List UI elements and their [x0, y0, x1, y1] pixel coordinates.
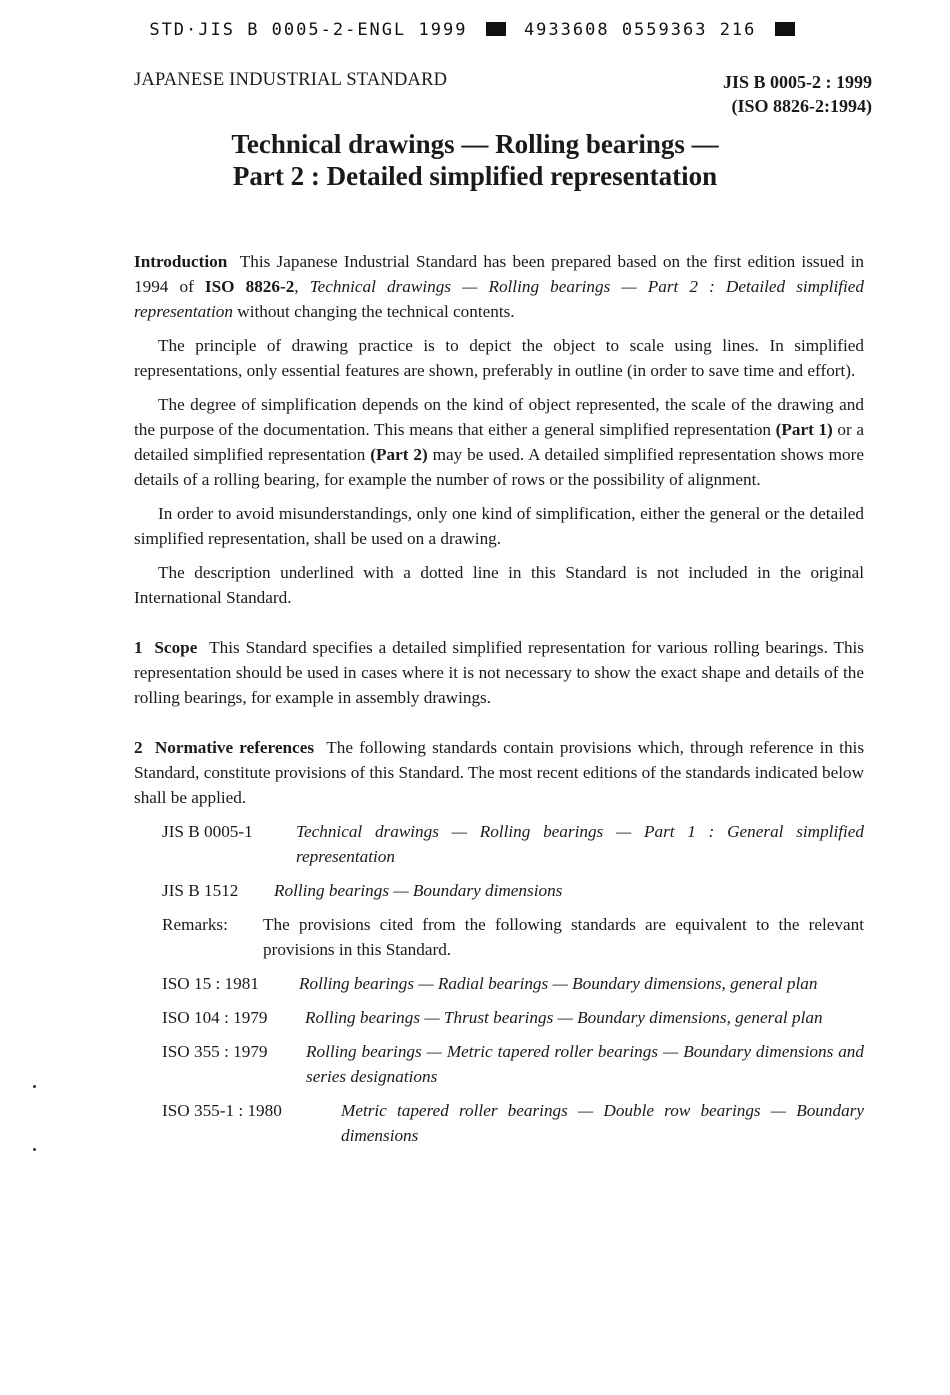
reference-title: Rolling bearings — Thrust bearings — Boundary dimensions, general plan: [305, 1008, 823, 1027]
reference-title: Rolling bearings — Metric tapered roller bearings — Boundary dimensions and series designations: [306, 1042, 864, 1086]
document-code-line: [0, 20, 950, 40]
reference-item: [134, 819, 864, 869]
reference-code: ISO 355 : 1979: [162, 1042, 268, 1061]
intro-paragraph-1: Introduction This Japanese Industrial Standard has been prepared based on the first edition issued in 1994 of ISO 8826-2, Technical drawings — Rolling bearings — Part 2 : Detailed simplified representation without changing the technical contents.: [134, 252, 865, 321]
title-line-2: Part 2 : Detailed simplified representation: [232, 161, 718, 191]
document-code-numbers: 4933608 0559363 216: [523, 20, 757, 40]
iso-reference-item: [134, 1039, 864, 1089]
reference-code: ISO 355-1 : 1980: [162, 1101, 282, 1120]
intro-paragraph-3: The degree of simplification depends on the kind of object represented, the scale of the drawing and the purpose of the documentation. This means that either a general simplified representation (Part 1) or a detailed simplified representation (Part 2) may be used. A detailed simplified representation shows more details of a rolling bearing, for example the number of rows or the possibility of alignment.: [134, 395, 865, 489]
iso-equivalent: (ISO 8826-2:1994): [731, 96, 872, 116]
intro-paragraph-2: The principle of drawing practice is to depict the object to scale using lines. In simplified representations, only essential features are shown, preferably in outline (in order to save time and effort).: [134, 336, 864, 380]
reference-title: Technical drawings — Rolling bearings — Part 1 : General simplified representation: [296, 822, 864, 866]
barcode-block-2: [775, 22, 795, 36]
title-line-1: Technical drawings — Rolling bearings —: [231, 129, 719, 159]
remarks: [134, 912, 864, 962]
remarks-label: Remarks:: [162, 915, 228, 934]
normative-heading: Normative references: [154, 738, 315, 757]
reference-title: Metric tapered roller bearings — Double row bearings — Boundary dimensions: [341, 1101, 864, 1145]
scope-heading: Scope: [154, 638, 198, 657]
reference-code: ISO 104 : 1979: [162, 1008, 268, 1027]
reference-code: JIS B 1512: [162, 881, 239, 900]
section-scope: 1 Scope This Standard specifies a detailed simplified representation for various rolling bearings. This representation should be used in cases where it is not necessary to show the exact shape and details of the rolling bearings, for example in assembly drawings.: [134, 638, 864, 707]
intro-paragraph-4: In order to avoid misunderstandings, only one kind of simplification, either the general or the detailed simplified representation, shall be used on a drawing.: [134, 504, 864, 548]
header-standard-number: [723, 70, 872, 118]
document-body: [134, 249, 864, 1148]
barcode-block-1: [486, 22, 506, 36]
iso-reference-item: [134, 1005, 864, 1030]
reference-title: Rolling bearings — Radial bearings — Boundary dimensions, general plan: [299, 974, 818, 993]
scan-speck: [33, 1085, 36, 1088]
reference-item: [134, 878, 864, 903]
iso-reference-item: [134, 971, 864, 996]
iso-reference-item: [134, 1098, 864, 1148]
reference-code: ISO 15 : 1981: [162, 974, 259, 993]
intro-heading: Introduction: [134, 252, 228, 271]
intro-paragraph-5: The description underlined with a dotted line in this Standard is not included in the original International Standard.: [134, 563, 864, 607]
header-org: JAPANESE INDUSTRIAL STANDARD: [134, 70, 448, 90]
document-code: STD·JIS B 0005-2-ENGL 1999: [149, 20, 468, 40]
scan-speck: [33, 1148, 36, 1151]
page-title: [0, 128, 950, 192]
remarks-text: The provisions cited from the following standards are equivalent to the relevant provisions in this Standard.: [263, 915, 864, 959]
reference-title: Rolling bearings — Boundary dimensions: [274, 881, 563, 900]
section-normative-references: 2 Normative references The following standards contain provisions which, through reference in this Standard, constitute provisions of this Standard. The most recent editions of the standards indicated below shall be applied.: [134, 738, 865, 807]
standard-number: JIS B 0005-2 : 1999: [722, 72, 872, 92]
reference-code: JIS B 0005-1: [162, 822, 253, 841]
